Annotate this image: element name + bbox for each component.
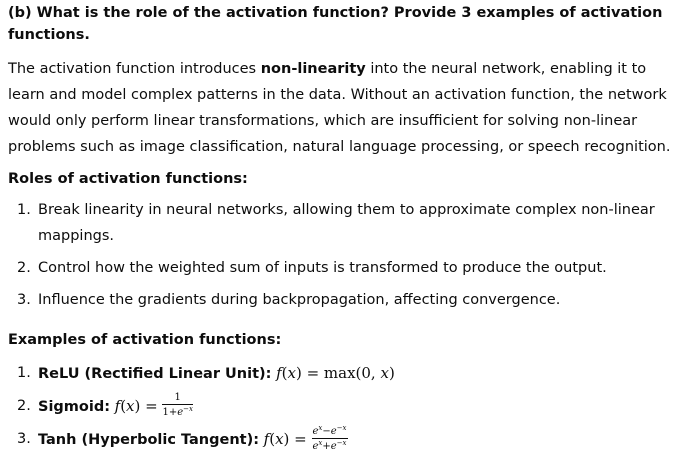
list-text: Control how the weighted sum of inputs is transformed to produce the output.	[38, 260, 607, 276]
document	[8, 0, 676, 456]
intro-text-start: The activation function introduces	[8, 61, 261, 77]
intro-bold-term: non-linearity	[260, 61, 366, 77]
list-item	[8, 423, 676, 456]
roles-heading: Roles of activation functions:	[8, 171, 248, 187]
list-number: 1.	[17, 202, 31, 218]
list-item	[8, 197, 676, 249]
tanh-formula: f(x) = $\frac{e^x-e^{-x}}{e^x+e^{-x}}$	[263, 423, 347, 452]
examples-list	[8, 357, 676, 456]
intro-text-end: into the neural network, enabling it to learn and model complex patterns in the data. Without an activation function, the network would only perform linear transformations, which are insufficient for solving non-linear problems such as image classification, natural language processing, or speech recognition.	[8, 61, 671, 155]
list-text: Influence the gradients during backpropagation, affecting convergence.	[38, 292, 561, 308]
list-item	[8, 357, 676, 390]
list-item	[8, 390, 676, 423]
question-heading: (b) What is the role of the activation function? Provide 3 examples of activation functions.	[8, 5, 663, 43]
list-text: Break linearity in neural networks, allowing them to approximate complex non-linear mappings.	[38, 202, 655, 244]
list-number: 2.	[17, 398, 31, 414]
sigmoid-fraction: $\frac{1}{1+e^{-x}}$	[162, 391, 193, 418]
intro-paragraph	[8, 56, 676, 160]
example-name: Tanh (Hyperbolic Tangent):	[38, 432, 260, 448]
list-number: 2.	[17, 260, 31, 276]
list-item	[8, 287, 676, 313]
tanh-fraction: $\frac{e^x-e^{-x}}{e^x+e^{-x}}$	[312, 423, 347, 452]
sigmoid-formula: f(x) = $\frac{1}{1+e^{-x}}$	[114, 391, 193, 418]
list-item	[8, 255, 676, 281]
list-number: 3.	[17, 292, 31, 308]
example-name: Sigmoid:	[38, 399, 111, 415]
list-number: 1.	[17, 365, 31, 381]
roles-list	[8, 197, 676, 313]
example-name: ReLU (Rectified Linear Unit):	[38, 366, 272, 382]
examples-heading: Examples of activation functions:	[8, 332, 282, 348]
relu-formula: f(x) = max(0, x)	[276, 364, 395, 382]
list-number: 3.	[17, 431, 31, 447]
